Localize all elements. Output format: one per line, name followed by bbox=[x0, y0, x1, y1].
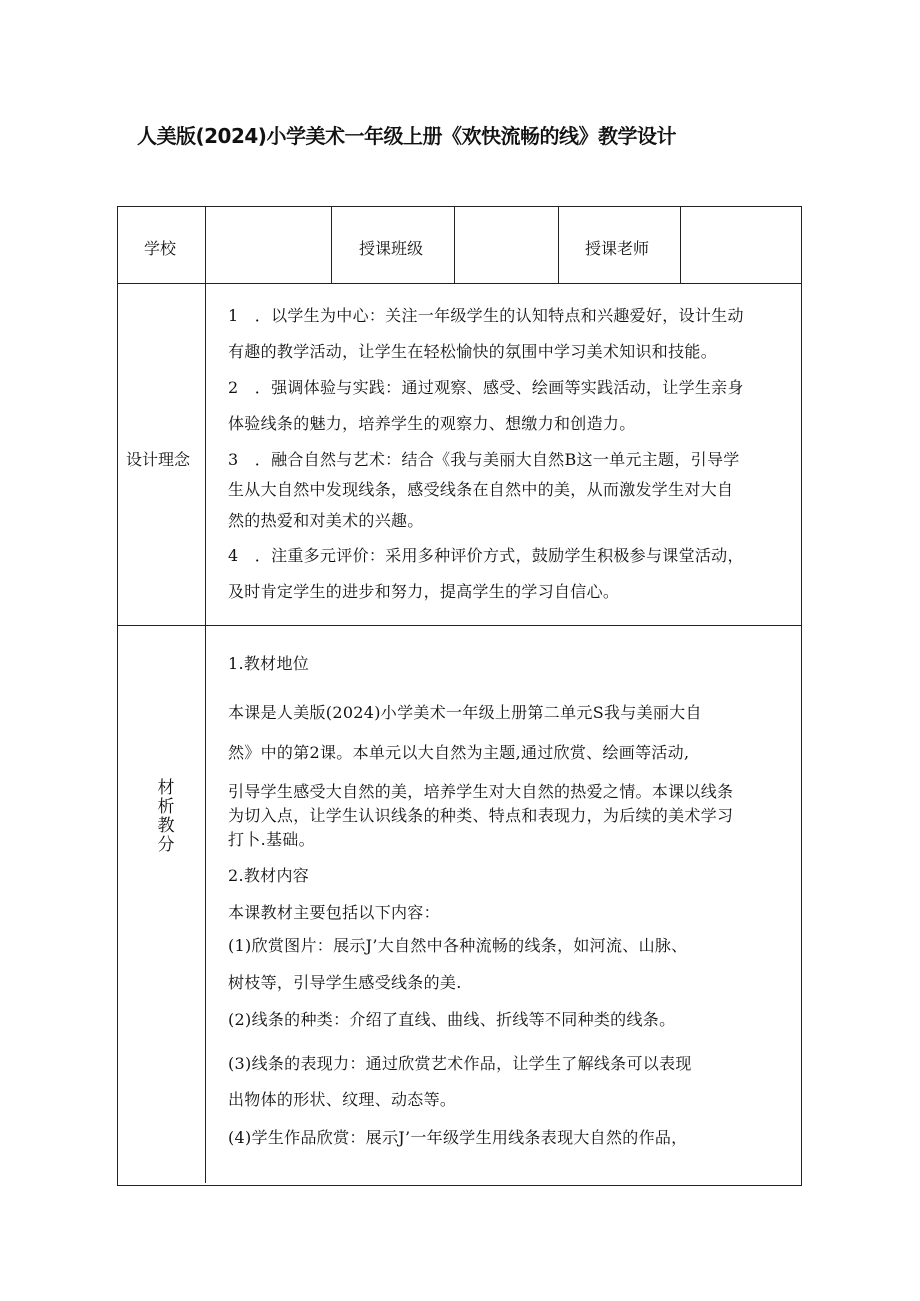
teacher-label: 授课老师 bbox=[585, 239, 650, 258]
analysis-line: (2)线条的种类：介绍了直线、曲线、折线等不同种类的线条。 bbox=[228, 1010, 676, 1029]
design-line: 1 ．以学生为中心：关注一年级学生的认知特点和兴趣爱好，设计生动 bbox=[228, 306, 744, 325]
analysis-line: 出物体的形状、纹理、动态等。 bbox=[228, 1090, 457, 1109]
analysis-line: (1)欣赏图片：展示J’大自然中各种流畅的线条，如河流、山脉、 bbox=[228, 936, 688, 955]
analysis-line: 树枝等，引导学生感受线条的美. bbox=[228, 973, 462, 992]
analysis-line: 本课教材主要包括以下内容： bbox=[228, 903, 440, 922]
analysis-line: 然》中的第2课。本单元以大自然为主题,通过欣赏、绘画等活动, bbox=[228, 743, 690, 762]
analysis-line: 本课是人美版(2024)小学美术一年级上册第二单元S我与美丽大自 bbox=[228, 703, 702, 722]
lesson-plan-table bbox=[117, 206, 802, 1186]
analysis-line: 为切入点，让学生认识线条的种类、特点和表现力，为后续的美术学习 bbox=[228, 806, 734, 825]
design-line: 3 ．融合自然与艺术：结合《我与美丽大自然B这一单元主题，引导学 bbox=[228, 450, 740, 469]
design-line: 生从大自然中发现线条，感受线条在自然中的美，从而激发学生对大自 bbox=[228, 480, 734, 499]
design-line: 体验线条的魅力，培养学生的观察力、想缴力和创造力。 bbox=[228, 414, 636, 433]
school-label: 学校 bbox=[144, 239, 177, 258]
design-line: 4 ．注重多元评价：采用多种评价方式，鼓励学生积极参与课堂活动， bbox=[228, 546, 744, 565]
page-title: 人美版(2024)小学美术一年级上册《欢快流畅的线》教学设计 bbox=[137, 124, 676, 148]
analysis-line: 引导学生感受大自然的美，培养学生对大自然的热爱之情。本课以线条 bbox=[228, 782, 734, 801]
design-line: 有趣的教学活动，让学生在轻松愉快的氛围中学习美术知识和技能。 bbox=[228, 342, 718, 361]
design-line: 然的热爱和对美术的兴趣。 bbox=[228, 511, 424, 530]
design-line: 及时肯定学生的进步和努力，提高学生的学习自信心。 bbox=[228, 582, 620, 601]
textbook-analysis-label: 材 析 教 分 bbox=[157, 778, 175, 855]
class-label: 授课班级 bbox=[359, 239, 424, 258]
analysis-line: 2.教材内容 bbox=[228, 866, 310, 885]
analysis-line: (3)线条的表现力：通过欣赏艺术作品，让学生了解线条可以表现 bbox=[228, 1054, 692, 1073]
analysis-line: 1.教材地位 bbox=[228, 654, 310, 673]
design-line: 2 ．强调体验与实践：通过观察、感受、绘画等实践活动，让学生亲身 bbox=[228, 378, 744, 397]
design-concept-label: 设计理念 bbox=[126, 450, 191, 469]
analysis-line: (4)学生作品欣赏：展示J’一年级学生用线条表现大自然的作品， bbox=[228, 1128, 688, 1147]
analysis-line: 打卜.基础。 bbox=[228, 830, 315, 849]
